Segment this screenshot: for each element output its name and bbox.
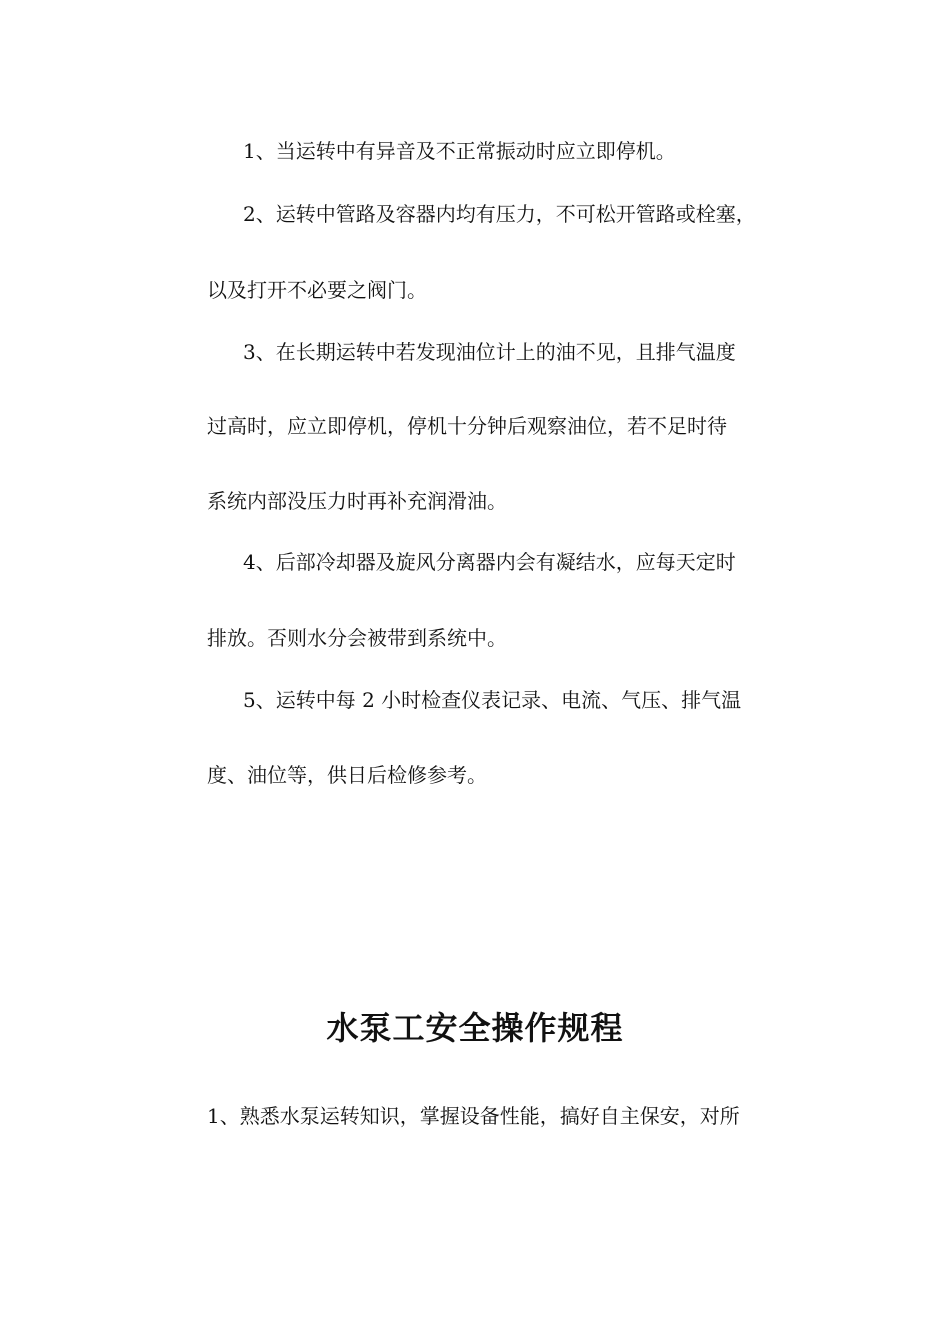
rule-3-line-2: 过高时，应立即停机，停机十分钟后观察油位，若不足时待 <box>207 414 727 438</box>
rule-4-line-2: 排放。否则水分会被带到系统中。 <box>207 626 507 650</box>
rule-4-line-1: 4、后部冷却器及旋风分离器内会有凝结水，应每天定时 <box>243 550 736 574</box>
rule-3-line-3: 系统内部没压力时再补充润滑油。 <box>207 489 507 513</box>
rule-5-line-2: 度、油位等，供日后检修参考。 <box>207 763 487 787</box>
rule-2-line-2: 以及打开不必要之阀门。 <box>207 278 427 302</box>
pump-rule-1-line-1: 1、熟悉水泵运转知识，掌握设备性能，搞好自主保安，对所 <box>207 1104 740 1128</box>
rule-5-line-1: 5、运转中每 2 小时检查仪表记录、电流、气压、排气温 <box>243 688 742 712</box>
rule-3-line-1: 3、在长期运转中若发现油位计上的油不见，且排气温度 <box>243 340 736 364</box>
section-title: 水泵工安全操作规程 <box>326 1009 624 1047</box>
rule-2-line-1: 2、运转中管路及容器内均有压力，不可松开管路或栓塞， <box>243 202 756 226</box>
rule-1-line-1: 1、当运转中有异音及不正常振动时应立即停机。 <box>243 139 676 163</box>
